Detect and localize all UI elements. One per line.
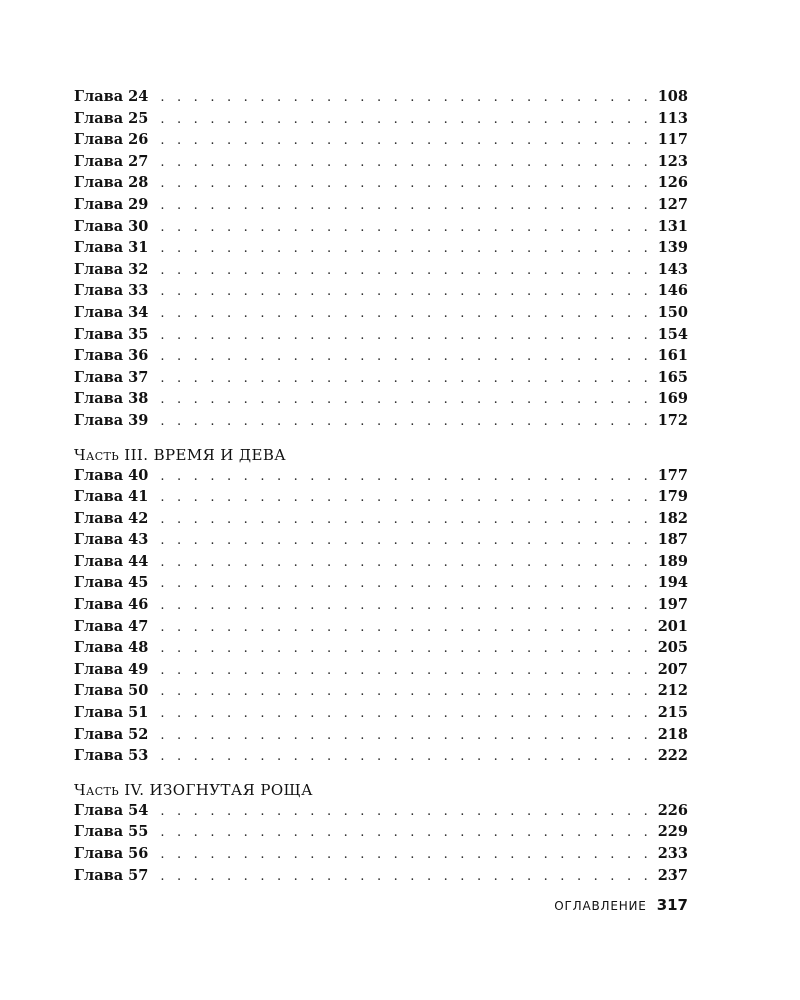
footer-section-label: ОГЛАВЛЕНИЕ bbox=[554, 899, 647, 913]
chapter-label: Глава 46 bbox=[74, 596, 149, 614]
dot-leader bbox=[160, 87, 649, 109]
dot-leader bbox=[160, 801, 649, 823]
chapter-label: Глава 32 bbox=[74, 260, 149, 278]
toc-entry[interactable] bbox=[74, 367, 688, 389]
part-heading bbox=[74, 767, 688, 800]
chapter-label: Глава 36 bbox=[74, 347, 149, 365]
chapter-page-number: 154 bbox=[657, 325, 688, 343]
toc-entry[interactable] bbox=[74, 172, 688, 194]
chapter-label: Глава 41 bbox=[74, 488, 149, 506]
toc-entry[interactable] bbox=[74, 865, 688, 887]
toc-entry[interactable] bbox=[74, 280, 688, 302]
dot-leader bbox=[160, 681, 649, 703]
chapter-label: Глава 25 bbox=[74, 109, 149, 127]
dot-leader bbox=[160, 746, 649, 768]
toc-entry[interactable] bbox=[74, 302, 688, 324]
chapter-page-number: 187 bbox=[657, 531, 688, 549]
chapter-page-number: 127 bbox=[657, 195, 688, 213]
chapter-label: Глава 45 bbox=[74, 574, 149, 592]
chapter-label: Глава 53 bbox=[74, 747, 149, 765]
chapter-label: Глава 47 bbox=[74, 617, 149, 635]
chapter-page-number: 182 bbox=[657, 509, 688, 527]
toc-entry[interactable] bbox=[74, 529, 688, 551]
chapter-page-number: 197 bbox=[657, 596, 688, 614]
part-heading bbox=[74, 432, 688, 465]
chapter-label: Глава 34 bbox=[74, 303, 149, 321]
chapter-label: Глава 57 bbox=[74, 866, 149, 884]
toc-entry[interactable] bbox=[74, 616, 688, 638]
dot-leader bbox=[160, 552, 649, 574]
toc-entry[interactable] bbox=[74, 572, 688, 594]
toc-entry[interactable] bbox=[74, 324, 688, 346]
dot-leader bbox=[160, 346, 649, 368]
chapter-label: Глава 35 bbox=[74, 325, 149, 343]
dot-leader bbox=[160, 822, 649, 844]
toc-entry[interactable] bbox=[74, 486, 688, 508]
chapter-page-number: 113 bbox=[657, 109, 688, 127]
toc-entry[interactable] bbox=[74, 800, 688, 822]
page-footer bbox=[554, 896, 688, 914]
chapter-label: Глава 28 bbox=[74, 174, 149, 192]
chapter-page-number: 212 bbox=[657, 682, 688, 700]
dot-leader bbox=[160, 466, 649, 488]
chapter-page-number: 233 bbox=[657, 845, 688, 862]
chapter-label: Глава 26 bbox=[74, 131, 149, 149]
toc-entry[interactable] bbox=[74, 237, 688, 259]
chapter-page-number: 139 bbox=[657, 239, 688, 257]
chapter-page-number: 218 bbox=[657, 725, 688, 743]
chapter-page-number: 131 bbox=[657, 217, 688, 235]
chapter-label: Глава 37 bbox=[74, 368, 149, 386]
dot-leader bbox=[160, 260, 649, 282]
chapter-page-number: 207 bbox=[657, 660, 688, 678]
dot-leader bbox=[160, 487, 649, 509]
chapter-page-number: 172 bbox=[657, 411, 688, 429]
chapter-page-number: 123 bbox=[657, 152, 688, 170]
chapter-label: Глава 40 bbox=[74, 466, 149, 484]
dot-leader bbox=[160, 195, 649, 217]
dot-leader bbox=[160, 325, 649, 347]
dot-leader bbox=[160, 109, 649, 131]
chapter-label: Глава 44 bbox=[74, 552, 149, 570]
toc-entry[interactable] bbox=[74, 680, 688, 702]
dot-leader bbox=[160, 866, 649, 888]
part-title: IV. ИЗОГНУТАЯ РОЩА bbox=[124, 780, 313, 799]
chapter-page-number: 150 bbox=[657, 303, 688, 321]
footer-page-number: 317 bbox=[656, 896, 688, 914]
chapter-page-number: 161 bbox=[657, 347, 688, 365]
dot-leader bbox=[160, 411, 649, 433]
chapter-label: Глава 48 bbox=[74, 639, 149, 657]
chapter-label: Глава 56 bbox=[74, 845, 149, 862]
chapter-label: Глава 29 bbox=[74, 195, 149, 213]
chapter-label: Глава 43 bbox=[74, 531, 149, 549]
toc-entry[interactable] bbox=[74, 594, 688, 616]
part-title: III. ВРЕМЯ И ДЕВА bbox=[124, 445, 287, 464]
chapter-page-number: 226 bbox=[657, 801, 688, 819]
chapter-label: Глава 33 bbox=[74, 282, 149, 300]
chapter-page-number: 229 bbox=[657, 823, 688, 841]
chapter-label: Глава 38 bbox=[74, 390, 149, 408]
toc-entry[interactable] bbox=[74, 465, 688, 487]
chapter-page-number: 177 bbox=[657, 466, 688, 484]
chapter-label: Глава 54 bbox=[74, 801, 149, 819]
dot-leader bbox=[160, 130, 649, 152]
chapter-page-number: 108 bbox=[657, 88, 688, 105]
dot-leader bbox=[160, 703, 649, 725]
toc-entry[interactable] bbox=[74, 551, 688, 573]
toc-entry[interactable] bbox=[74, 259, 688, 281]
dot-leader bbox=[160, 152, 649, 174]
chapter-label: Глава 55 bbox=[74, 823, 149, 841]
chapter-page-number: 179 bbox=[657, 488, 688, 506]
toc-entry[interactable] bbox=[74, 659, 688, 681]
toc-entry[interactable] bbox=[74, 108, 688, 130]
dot-leader bbox=[160, 281, 649, 303]
chapter-label: Глава 30 bbox=[74, 217, 149, 235]
toc-entry[interactable] bbox=[74, 388, 688, 410]
toc-entry[interactable] bbox=[74, 702, 688, 724]
toc-entry[interactable] bbox=[74, 724, 688, 746]
chapter-page-number: 117 bbox=[657, 131, 688, 149]
dot-leader bbox=[160, 173, 649, 195]
toc-entry[interactable] bbox=[74, 345, 688, 367]
toc-entry[interactable] bbox=[74, 410, 688, 432]
toc-entry[interactable] bbox=[74, 216, 688, 238]
toc-entry[interactable] bbox=[74, 86, 688, 108]
chapter-label: Глава 51 bbox=[74, 704, 149, 722]
dot-leader bbox=[160, 638, 649, 660]
chapter-page-number: 143 bbox=[657, 260, 688, 278]
chapter-page-number: 169 bbox=[657, 390, 688, 408]
toc-entry[interactable] bbox=[74, 745, 688, 767]
chapter-label: Глава 52 bbox=[74, 725, 149, 743]
toc-entry[interactable] bbox=[74, 637, 688, 659]
chapter-label: Глава 31 bbox=[74, 239, 149, 257]
dot-leader bbox=[160, 844, 649, 866]
toc-entry[interactable] bbox=[74, 151, 688, 173]
part-word: Часть bbox=[74, 780, 120, 799]
toc-entry[interactable] bbox=[74, 194, 688, 216]
chapter-label: Глава 49 bbox=[74, 660, 149, 678]
chapter-page-number: 165 bbox=[657, 368, 688, 386]
chapter-page-number: 146 bbox=[657, 282, 688, 300]
toc-entry[interactable] bbox=[74, 129, 688, 151]
dot-leader bbox=[160, 617, 649, 639]
dot-leader bbox=[160, 368, 649, 390]
chapter-page-number: 126 bbox=[657, 174, 688, 192]
dot-leader bbox=[160, 303, 649, 325]
dot-leader bbox=[160, 217, 649, 239]
toc-entry[interactable] bbox=[74, 508, 688, 530]
chapter-page-number: 201 bbox=[657, 617, 688, 635]
chapter-page-number: 237 bbox=[657, 866, 688, 884]
chapter-page-number: 189 bbox=[657, 552, 688, 570]
chapter-label: Глава 42 bbox=[74, 509, 149, 527]
dot-leader bbox=[160, 389, 649, 411]
dot-leader bbox=[160, 530, 649, 552]
chapter-label: Глава 27 bbox=[74, 152, 149, 170]
dot-leader bbox=[160, 595, 649, 617]
chapter-page-number: 194 bbox=[657, 574, 688, 592]
dot-leader bbox=[160, 725, 649, 747]
dot-leader bbox=[160, 660, 649, 682]
dot-leader bbox=[160, 238, 649, 260]
chapter-page-number: 205 bbox=[657, 639, 688, 657]
dot-leader bbox=[160, 509, 649, 531]
chapter-label: Глава 39 bbox=[74, 411, 149, 429]
toc-entry[interactable] bbox=[74, 843, 688, 865]
table-of-contents bbox=[74, 86, 688, 886]
chapter-page-number: 215 bbox=[657, 704, 688, 722]
toc-entry[interactable] bbox=[74, 821, 688, 843]
chapter-page-number: 222 bbox=[657, 747, 688, 765]
dot-leader bbox=[160, 573, 649, 595]
part-word: Часть bbox=[74, 445, 120, 464]
chapter-label: Глава 50 bbox=[74, 682, 149, 700]
chapter-label: Глава 24 bbox=[74, 88, 149, 105]
